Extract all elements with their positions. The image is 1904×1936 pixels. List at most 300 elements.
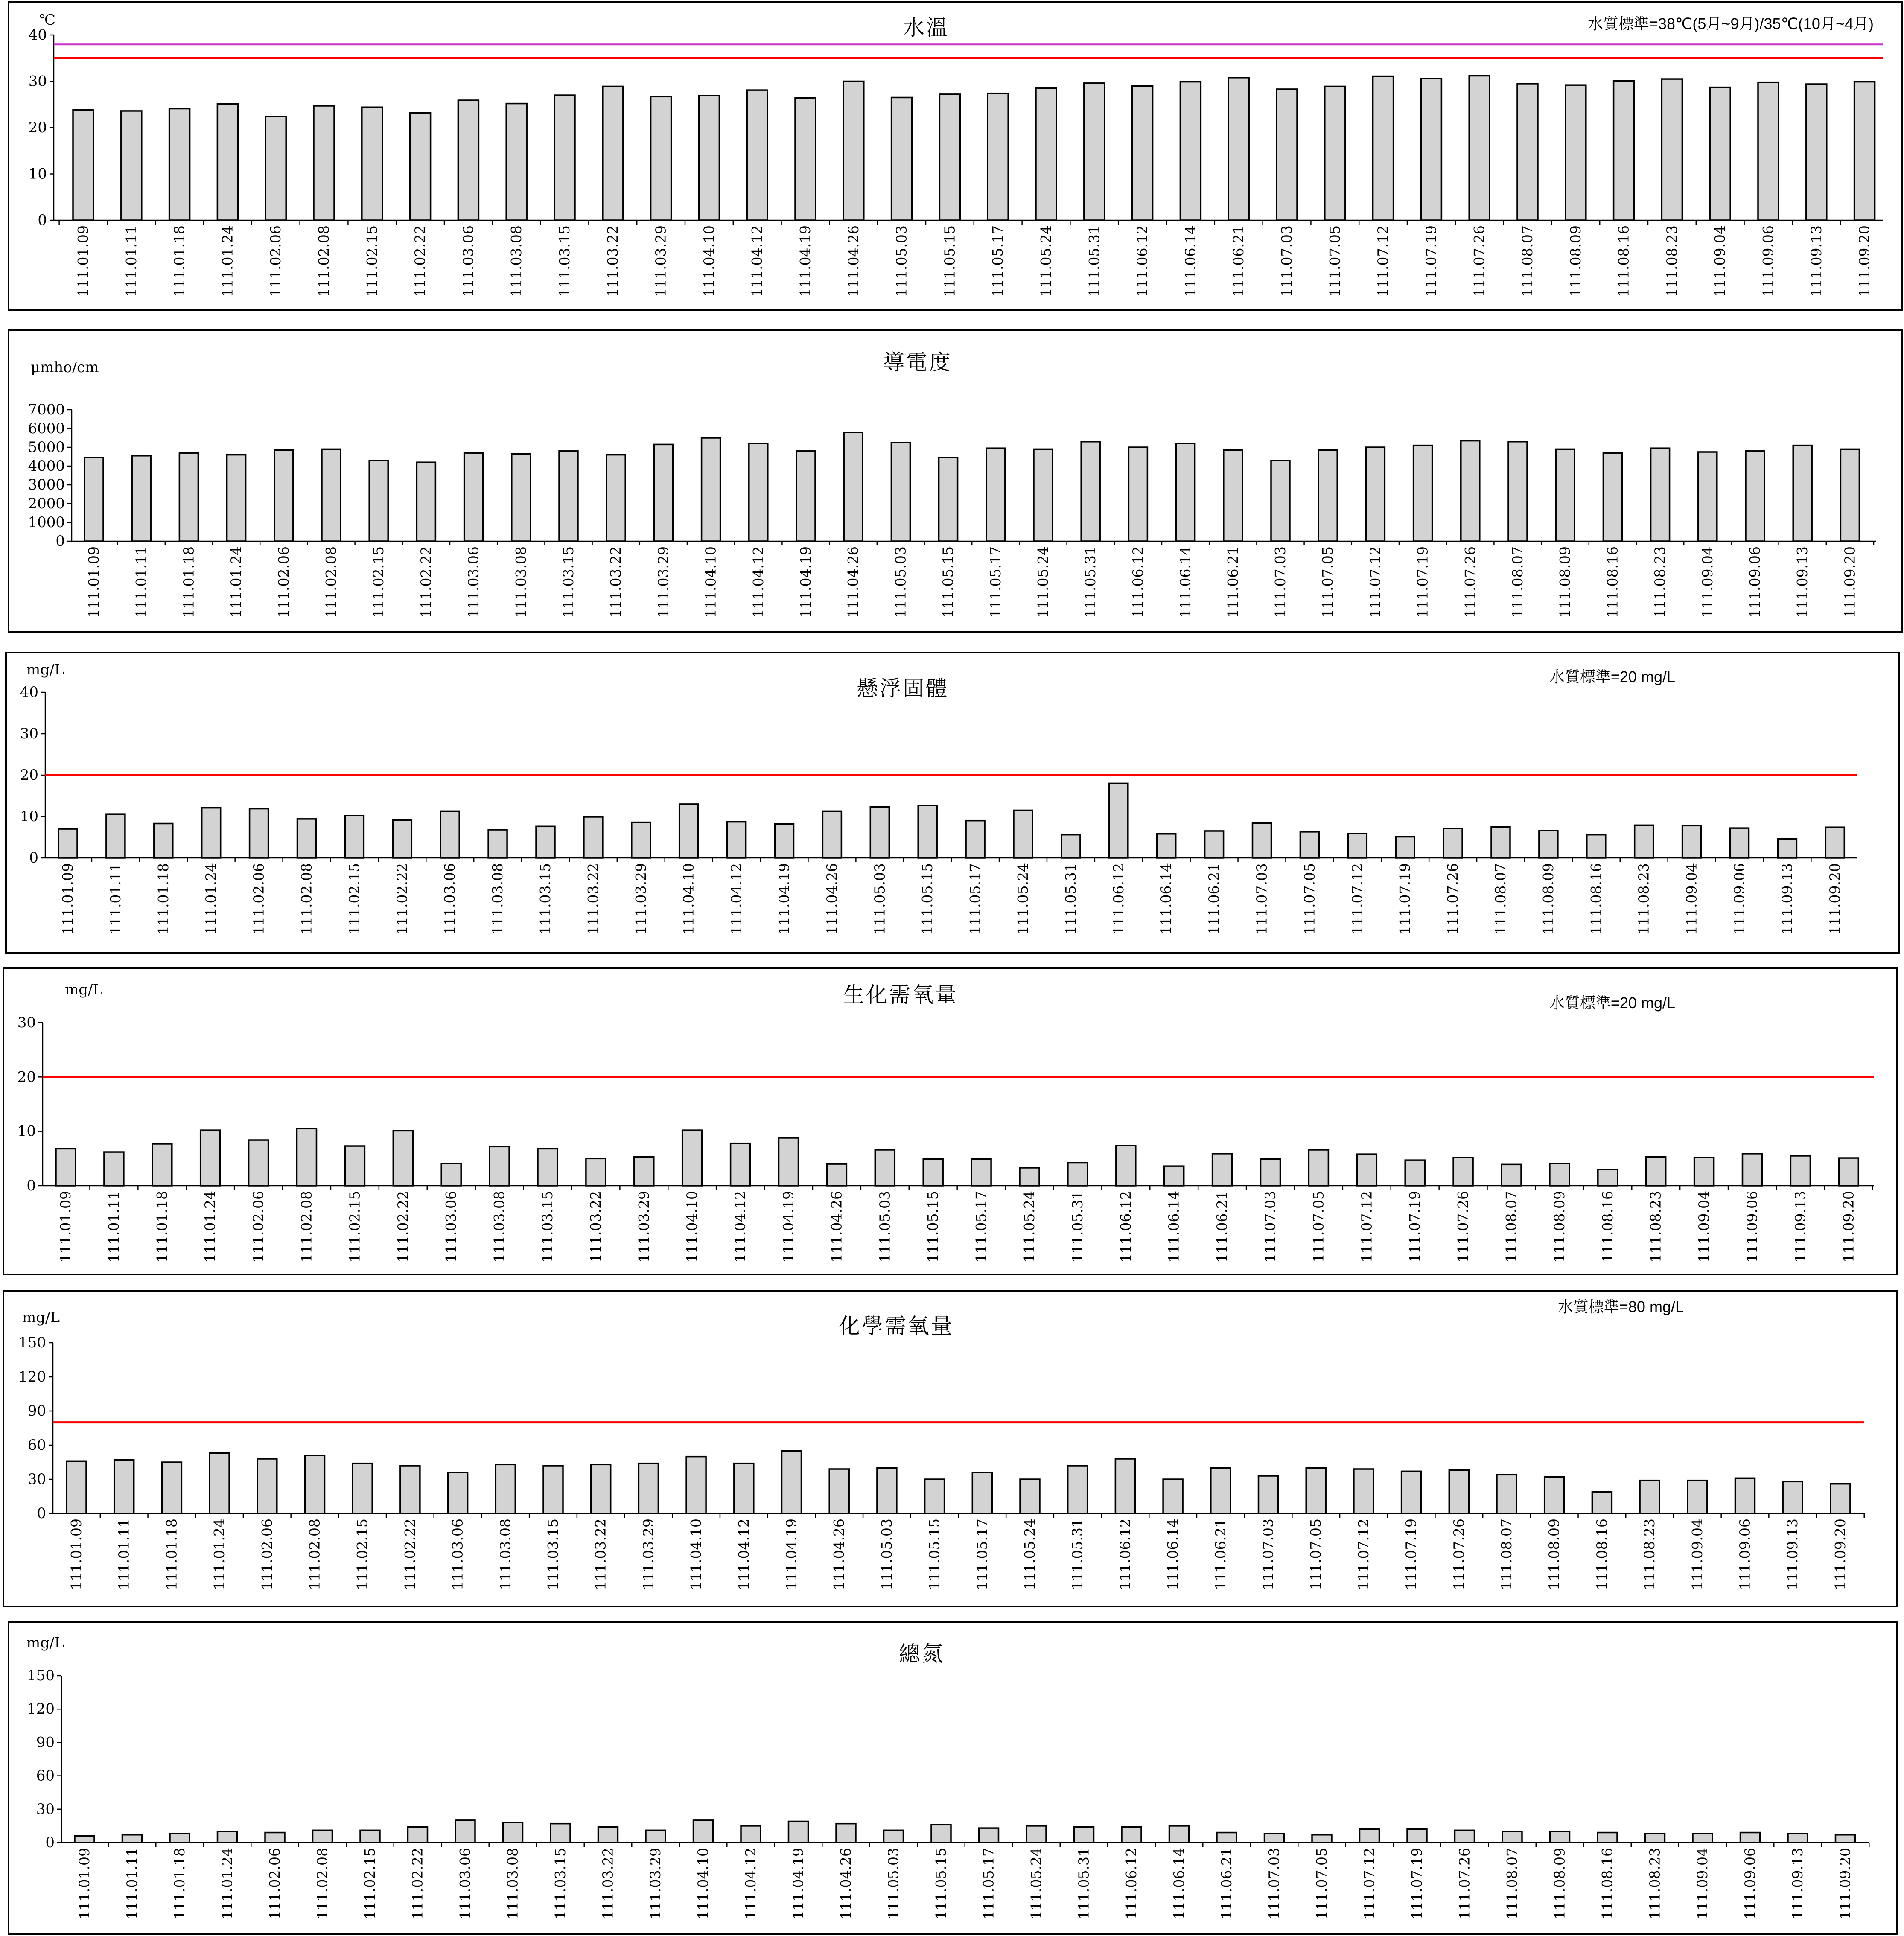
chart-title: 水溫 — [903, 15, 949, 40]
y-tick-label: 0 — [55, 533, 65, 550]
x-tick-label: 111.02.06 — [258, 1519, 275, 1590]
bar-111.06.12 — [1128, 447, 1147, 541]
x-tick-label: 111.05.17 — [967, 863, 984, 935]
bar-111.07.05 — [1300, 832, 1319, 858]
bar-111.01.18 — [152, 1144, 172, 1186]
bar-111.05.17 — [986, 448, 1005, 541]
x-tick-label: 111.05.15 — [941, 225, 958, 297]
x-tick-label: 111.01.18 — [171, 1848, 188, 1919]
bar-111.01.24 — [201, 1130, 220, 1186]
x-tick-label: 111.05.24 — [1035, 546, 1051, 618]
bar-111.06.12 — [1122, 1827, 1141, 1843]
bar-111.07.26 — [1461, 441, 1480, 541]
x-tick-label: 111.05.15 — [933, 1848, 949, 1919]
bar-111.01.18 — [179, 453, 198, 541]
bar-111.05.15 — [925, 1479, 945, 1513]
x-tick-label: 111.01.09 — [75, 225, 91, 297]
bar-111.03.08 — [490, 1146, 509, 1186]
y-tick-label: 7000 — [28, 401, 65, 418]
bar-111.09.13 — [1788, 1834, 1808, 1843]
bar-111.09.06 — [1741, 1833, 1760, 1843]
bar-111.07.19 — [1407, 1829, 1427, 1843]
x-tick-label: 111.04.26 — [828, 1191, 845, 1262]
bar-111.08.16 — [1614, 81, 1634, 220]
standard-note: 水質標準=80 mg/L — [1557, 1298, 1684, 1315]
x-tick-label: 111.05.03 — [885, 1848, 902, 1919]
bar-111.02.08 — [297, 819, 316, 858]
x-tick-label: 111.05.17 — [987, 546, 1004, 618]
x-tick-label: 111.03.06 — [441, 863, 458, 935]
x-tick-label: 111.09.04 — [1694, 1848, 1711, 1919]
x-tick-label: 111.05.17 — [980, 1848, 997, 1919]
chart-title: 總氮 — [899, 1642, 945, 1666]
bar-111.02.06 — [250, 809, 268, 858]
x-tick-label: 111.03.22 — [604, 225, 621, 297]
x-tick-label: 111.04.10 — [688, 1519, 705, 1590]
x-tick-label: 111.08.09 — [1567, 225, 1584, 297]
x-tick-label: 111.07.19 — [1406, 1191, 1423, 1262]
x-tick-label: 111.01.24 — [211, 1519, 228, 1590]
bar-111.07.03 — [1261, 1159, 1280, 1186]
bar-111.06.21 — [1217, 1833, 1236, 1843]
x-tick-label: 111.03.15 — [560, 546, 577, 618]
x-tick-label: 111.03.29 — [640, 1519, 657, 1590]
x-tick-label: 111.02.06 — [250, 863, 267, 935]
y-tick-label: 10 — [17, 1123, 36, 1140]
bar-111.03.22 — [584, 817, 603, 858]
bar-111.03.15 — [559, 451, 578, 541]
x-tick-label: 111.08.23 — [1663, 225, 1680, 297]
x-tick-label: 111.07.26 — [1450, 1519, 1467, 1590]
bar-111.04.26 — [843, 82, 864, 221]
chart-title: 懸浮固體 — [857, 676, 949, 701]
y-tick-label: 20 — [17, 1068, 36, 1086]
bar-111.05.03 — [892, 97, 912, 220]
x-tick-label: 111.01.11 — [123, 1848, 140, 1919]
bar-111.09.06 — [1758, 82, 1779, 220]
bar-111.08.09 — [1556, 449, 1575, 541]
bar-111.01.24 — [210, 1453, 229, 1513]
bar-111.03.06 — [440, 811, 459, 858]
y-tick-label: 90 — [27, 1402, 46, 1420]
x-tick-label: 111.08.16 — [1604, 546, 1621, 618]
x-tick-label: 111.09.20 — [1831, 1519, 1849, 1590]
x-tick-label: 111.07.26 — [1461, 546, 1478, 618]
x-tick-label: 111.05.03 — [876, 1191, 893, 1262]
x-tick-label: 111.07.03 — [1260, 1519, 1277, 1590]
bar-111.09.06 — [1746, 451, 1764, 541]
x-tick-label: 111.03.08 — [504, 1848, 521, 1919]
x-tick-label: 111.03.06 — [457, 1848, 473, 1919]
bar-111.07.03 — [1259, 1476, 1278, 1513]
x-tick-label: 111.06.12 — [1134, 225, 1151, 297]
x-tick-label: 111.09.13 — [1779, 863, 1796, 935]
bar-111.03.15 — [543, 1466, 563, 1513]
x-tick-label: 111.03.29 — [632, 863, 649, 935]
bar-111.04.26 — [829, 1469, 849, 1513]
x-tick-label: 111.04.19 — [797, 546, 814, 618]
x-tick-label: 111.01.11 — [115, 1519, 132, 1590]
x-tick-label: 111.02.22 — [394, 1191, 411, 1262]
bar-111.02.22 — [393, 820, 411, 858]
x-tick-label: 111.02.22 — [417, 546, 434, 618]
bar-111.07.03 — [1271, 461, 1290, 541]
x-tick-label: 111.07.19 — [1402, 1519, 1420, 1590]
x-tick-label: 111.09.20 — [1856, 225, 1873, 297]
x-tick-label: 111.07.12 — [1358, 1191, 1375, 1262]
bar-111.02.06 — [265, 117, 286, 220]
x-tick-label: 111.07.19 — [1408, 1848, 1425, 1919]
y-tick-label: 20 — [20, 767, 38, 784]
x-tick-label: 111.08.23 — [1641, 1519, 1658, 1590]
x-tick-label: 111.03.08 — [508, 225, 525, 297]
bar-111.07.03 — [1277, 89, 1297, 220]
x-tick-label: 111.04.26 — [845, 546, 862, 618]
bar-111.09.20 — [1854, 82, 1875, 220]
x-tick-label: 111.07.12 — [1367, 546, 1384, 618]
bar-111.09.04 — [1698, 452, 1717, 541]
bar-111.03.08 — [506, 104, 527, 220]
x-tick-label: 111.06.12 — [1117, 1519, 1134, 1590]
bar-111.02.08 — [314, 106, 334, 220]
x-tick-label: 111.03.08 — [497, 1519, 514, 1590]
bar-111.09.13 — [1806, 84, 1827, 220]
bar-111.07.26 — [1469, 76, 1490, 220]
x-tick-label: 111.03.15 — [552, 1848, 569, 1919]
bar-111.07.26 — [1443, 828, 1462, 858]
x-tick-label: 111.09.04 — [1683, 863, 1700, 935]
bar-111.08.09 — [1545, 1477, 1564, 1513]
bar-111.01.24 — [218, 1831, 237, 1843]
y-tick-label: 60 — [36, 1767, 55, 1784]
x-tick-label: 111.02.08 — [298, 1191, 315, 1262]
y-tick-label: 0 — [29, 849, 38, 866]
x-tick-label: 111.06.21 — [1224, 546, 1241, 618]
x-tick-label: 111.08.09 — [1540, 863, 1557, 935]
x-tick-label: 111.07.26 — [1444, 863, 1461, 935]
x-tick-label: 111.06.21 — [1213, 1191, 1230, 1262]
bar-111.05.17 — [971, 1159, 991, 1186]
x-tick-label: 111.05.24 — [1021, 1519, 1038, 1590]
bar-111.09.20 — [1836, 1835, 1855, 1843]
x-tick-label: 111.04.26 — [831, 1519, 848, 1590]
x-tick-label: 111.01.09 — [59, 863, 76, 935]
bar-111.05.15 — [923, 1159, 943, 1186]
y-tick-label: 3000 — [28, 476, 65, 493]
bar-111.04.19 — [796, 451, 815, 541]
x-tick-label: 111.04.12 — [728, 863, 745, 935]
bar-111.03.06 — [455, 1820, 475, 1843]
x-tick-label: 111.07.12 — [1361, 1848, 1378, 1919]
x-tick-label: 111.01.18 — [153, 1191, 170, 1262]
bar-111.06.14 — [1164, 1166, 1184, 1186]
bar-111.04.10 — [702, 438, 720, 541]
x-tick-label: 111.01.09 — [57, 1191, 74, 1262]
bar-111.08.07 — [1491, 827, 1510, 858]
bar-111.04.19 — [795, 98, 816, 220]
y-unit-label: ℃ — [39, 12, 56, 29]
bar-111.08.23 — [1645, 1834, 1665, 1843]
bar-111.01.11 — [122, 1835, 142, 1843]
bar-111.03.22 — [603, 86, 623, 220]
x-tick-label: 111.02.08 — [323, 546, 339, 618]
bar-111.07.03 — [1253, 823, 1271, 858]
bar-111.01.09 — [56, 1149, 76, 1186]
bar-111.07.26 — [1455, 1830, 1475, 1843]
bar-111.04.10 — [679, 804, 698, 858]
x-tick-label: 111.02.06 — [267, 225, 284, 297]
y-tick-label: 0 — [26, 1177, 36, 1194]
standard-note: 水質標準=20 mg/L — [1549, 994, 1675, 1012]
bar-111.07.05 — [1309, 1150, 1328, 1186]
bar-111.09.13 — [1793, 446, 1812, 541]
bar-111.08.07 — [1502, 1831, 1522, 1843]
bar-111.05.17 — [972, 1472, 992, 1513]
bar-111.01.09 — [58, 829, 77, 858]
bar-111.06.21 — [1205, 831, 1224, 858]
bar-111.03.29 — [639, 1464, 658, 1513]
x-tick-label: 111.07.19 — [1414, 546, 1431, 618]
x-tick-label: 111.09.04 — [1688, 1519, 1706, 1590]
bar-111.01.24 — [227, 455, 246, 541]
x-tick-label: 111.03.22 — [587, 1191, 604, 1262]
bar-111.02.08 — [305, 1455, 325, 1513]
bar-111.07.12 — [1357, 1154, 1376, 1186]
x-tick-label: 111.06.14 — [1165, 1191, 1182, 1262]
bar-111.01.24 — [202, 808, 221, 858]
x-tick-label: 111.02.06 — [250, 1191, 267, 1262]
x-tick-label: 111.06.12 — [1110, 863, 1127, 935]
x-tick-label: 111.08.16 — [1587, 863, 1604, 935]
bar-111.05.24 — [1026, 1826, 1046, 1843]
x-tick-label: 111.01.11 — [107, 863, 124, 935]
bar-111.07.19 — [1421, 79, 1441, 220]
bar-111.07.05 — [1318, 450, 1337, 541]
standard-note: 水質標準=20 mg/L — [1549, 668, 1675, 685]
x-tick-label: 111.08.23 — [1647, 1191, 1664, 1262]
x-tick-label: 111.03.08 — [512, 546, 529, 618]
bar-111.07.26 — [1453, 1158, 1473, 1186]
x-tick-label: 111.04.26 — [823, 863, 840, 935]
y-unit-label: mg/L — [26, 661, 64, 678]
y-tick-label: 0 — [45, 1834, 55, 1851]
y-tick-label: 6000 — [28, 420, 65, 437]
y-unit-label: μmho/cm — [31, 359, 99, 376]
bar-111.03.06 — [458, 100, 478, 220]
x-tick-label: 111.06.21 — [1205, 863, 1222, 935]
bar-111.06.14 — [1169, 1826, 1189, 1843]
bar-111.03.15 — [538, 1149, 557, 1186]
bar-111.02.15 — [353, 1464, 372, 1513]
x-tick-label: 111.07.19 — [1397, 863, 1414, 935]
bar-111.02.15 — [345, 816, 364, 858]
bar-111.09.13 — [1790, 1156, 1810, 1186]
bar-111.09.04 — [1693, 1834, 1712, 1843]
panel-frame — [6, 653, 1899, 953]
x-tick-label: 111.05.31 — [1075, 1848, 1092, 1919]
bar-111.03.29 — [646, 1830, 665, 1843]
bar-111.05.24 — [1036, 88, 1056, 220]
x-tick-label: 111.07.26 — [1471, 225, 1488, 297]
x-tick-label: 111.08.16 — [1615, 225, 1632, 297]
bar-111.02.15 — [360, 1830, 380, 1843]
chart-title: 化學需氧量 — [839, 1314, 954, 1338]
bar-111.03.29 — [654, 444, 673, 541]
x-tick-label: 111.03.08 — [491, 1191, 508, 1262]
bar-111.04.19 — [782, 1451, 802, 1513]
x-tick-label: 111.03.22 — [592, 1519, 609, 1590]
bar-111.03.15 — [536, 826, 555, 858]
bar-111.08.16 — [1598, 1169, 1618, 1186]
bar-111.01.18 — [154, 823, 173, 858]
bar-111.03.08 — [512, 454, 531, 541]
x-tick-label: 111.09.06 — [1744, 1191, 1761, 1262]
x-tick-label: 111.06.21 — [1218, 1848, 1235, 1919]
x-tick-label: 111.09.06 — [1736, 1519, 1753, 1590]
x-tick-label: 111.03.22 — [584, 863, 601, 935]
bar-111.08.23 — [1640, 1481, 1659, 1513]
y-tick-label: 40 — [20, 684, 38, 701]
x-tick-label: 111.09.13 — [1789, 1848, 1806, 1919]
y-tick-label: 90 — [36, 1734, 55, 1751]
bar-111.02.06 — [249, 1140, 268, 1186]
x-tick-label: 111.08.07 — [1498, 1519, 1515, 1590]
bar-111.04.12 — [741, 1826, 761, 1843]
bar-111.06.14 — [1176, 443, 1195, 541]
chart-title: 導電度 — [883, 350, 952, 375]
x-tick-label: 111.09.04 — [1695, 1191, 1712, 1262]
bar-111.08.09 — [1550, 1163, 1569, 1186]
bar-111.08.09 — [1550, 1831, 1570, 1843]
y-unit-label: mg/L — [65, 981, 103, 998]
x-tick-label: 111.02.15 — [370, 546, 387, 618]
bar-111.07.12 — [1360, 1829, 1379, 1843]
x-tick-label: 111.09.06 — [1760, 225, 1776, 297]
x-tick-label: 111.06.14 — [1182, 225, 1199, 297]
bar-111.05.17 — [966, 821, 985, 858]
x-tick-label: 111.04.19 — [780, 1191, 797, 1262]
x-tick-label: 111.07.26 — [1456, 1848, 1473, 1919]
bar-111.03.29 — [651, 96, 671, 220]
bar-111.02.06 — [274, 450, 293, 541]
x-tick-label: 111.08.07 — [1492, 863, 1509, 935]
bar-111.06.12 — [1115, 1459, 1135, 1513]
bar-111.05.31 — [1074, 1827, 1094, 1843]
x-tick-label: 111.03.22 — [607, 546, 624, 618]
y-tick-label: 0 — [38, 212, 47, 229]
bar-111.01.11 — [104, 1152, 124, 1186]
bar-111.04.10 — [699, 96, 719, 220]
x-tick-label: 111.07.05 — [1307, 1519, 1324, 1590]
bar-111.01.09 — [75, 1836, 94, 1843]
x-tick-label: 111.03.06 — [465, 546, 482, 618]
bar-111.03.22 — [606, 455, 625, 541]
x-tick-label: 111.01.09 — [76, 1848, 93, 1919]
chart-panel-total-nitrogen — [9, 1622, 1897, 1934]
x-tick-label: 111.07.05 — [1310, 1191, 1327, 1262]
x-tick-label: 111.07.05 — [1326, 225, 1343, 297]
y-tick-label: 60 — [27, 1437, 46, 1454]
bar-111.01.18 — [170, 1834, 190, 1843]
x-tick-label: 111.02.08 — [298, 863, 315, 935]
bar-111.06.21 — [1213, 1154, 1232, 1186]
bar-111.07.05 — [1306, 1468, 1326, 1513]
bar-111.09.20 — [1839, 1158, 1858, 1186]
x-tick-label: 111.05.24 — [1021, 1191, 1038, 1262]
bar-111.08.09 — [1566, 85, 1586, 220]
bar-111.09.04 — [1710, 87, 1730, 220]
bar-111.02.22 — [410, 113, 431, 220]
bar-111.01.11 — [114, 1460, 134, 1513]
chart-panel-cod — [3, 1291, 1897, 1607]
bar-111.04.10 — [694, 1820, 713, 1843]
x-tick-label: 111.08.23 — [1635, 863, 1652, 935]
bar-111.04.12 — [747, 90, 767, 220]
bar-111.03.29 — [634, 1157, 654, 1186]
x-tick-label: 111.02.15 — [362, 1848, 378, 1919]
x-tick-label: 111.04.10 — [700, 225, 717, 297]
x-tick-label: 111.03.29 — [655, 546, 672, 618]
bar-111.01.24 — [217, 104, 238, 220]
bar-111.08.16 — [1598, 1833, 1617, 1843]
x-tick-label: 111.04.12 — [735, 1519, 752, 1590]
x-tick-label: 111.07.03 — [1253, 863, 1270, 935]
x-tick-label: 111.06.14 — [1177, 546, 1194, 618]
bar-111.03.08 — [503, 1822, 523, 1843]
bar-111.08.07 — [1517, 84, 1538, 220]
x-tick-label: 111.08.07 — [1519, 225, 1536, 297]
x-tick-label: 111.08.09 — [1551, 1848, 1568, 1919]
x-tick-label: 111.08.09 — [1551, 1191, 1568, 1262]
x-tick-label: 111.01.11 — [105, 1191, 122, 1262]
x-tick-label: 111.05.03 — [893, 225, 910, 297]
x-tick-label: 111.03.06 — [449, 1519, 466, 1590]
x-tick-label: 111.09.13 — [1808, 225, 1825, 297]
y-tick-label: 150 — [18, 1334, 46, 1351]
x-tick-label: 111.04.10 — [683, 1191, 700, 1262]
x-tick-label: 111.03.06 — [443, 1191, 460, 1262]
y-tick-label: 5000 — [28, 439, 65, 456]
x-tick-label: 111.03.15 — [545, 1519, 561, 1590]
bar-111.09.20 — [1825, 827, 1844, 858]
x-tick-label: 111.08.23 — [1646, 1848, 1663, 1919]
bar-111.01.18 — [169, 109, 190, 220]
x-tick-label: 111.04.12 — [749, 225, 766, 297]
x-tick-label: 111.01.24 — [219, 1848, 236, 1919]
x-tick-label: 111.02.15 — [346, 1191, 363, 1262]
x-tick-label: 111.05.03 — [878, 1519, 895, 1590]
x-tick-label: 111.06.21 — [1212, 1519, 1229, 1590]
bar-111.05.31 — [1061, 835, 1080, 858]
x-tick-label: 111.01.11 — [122, 225, 140, 297]
bar-111.04.12 — [727, 822, 746, 858]
chart-panel-suspended-solids — [6, 653, 1899, 953]
bar-111.09.20 — [1831, 1484, 1850, 1513]
bar-111.05.31 — [1084, 83, 1105, 220]
bar-111.03.08 — [488, 830, 507, 858]
bar-111.08.16 — [1603, 453, 1622, 541]
bar-111.07.26 — [1449, 1470, 1469, 1513]
x-tick-label: 111.02.15 — [346, 863, 363, 935]
x-tick-label: 111.09.20 — [1826, 863, 1843, 935]
y-tick-label: 30 — [28, 73, 47, 90]
y-tick-label: 120 — [27, 1700, 55, 1718]
x-tick-label: 111.03.15 — [539, 1191, 556, 1262]
x-tick-label: 111.07.26 — [1455, 1191, 1472, 1262]
x-tick-label: 111.02.15 — [363, 225, 380, 297]
x-tick-label: 111.03.15 — [556, 225, 573, 297]
x-tick-label: 111.03.29 — [647, 1848, 664, 1919]
